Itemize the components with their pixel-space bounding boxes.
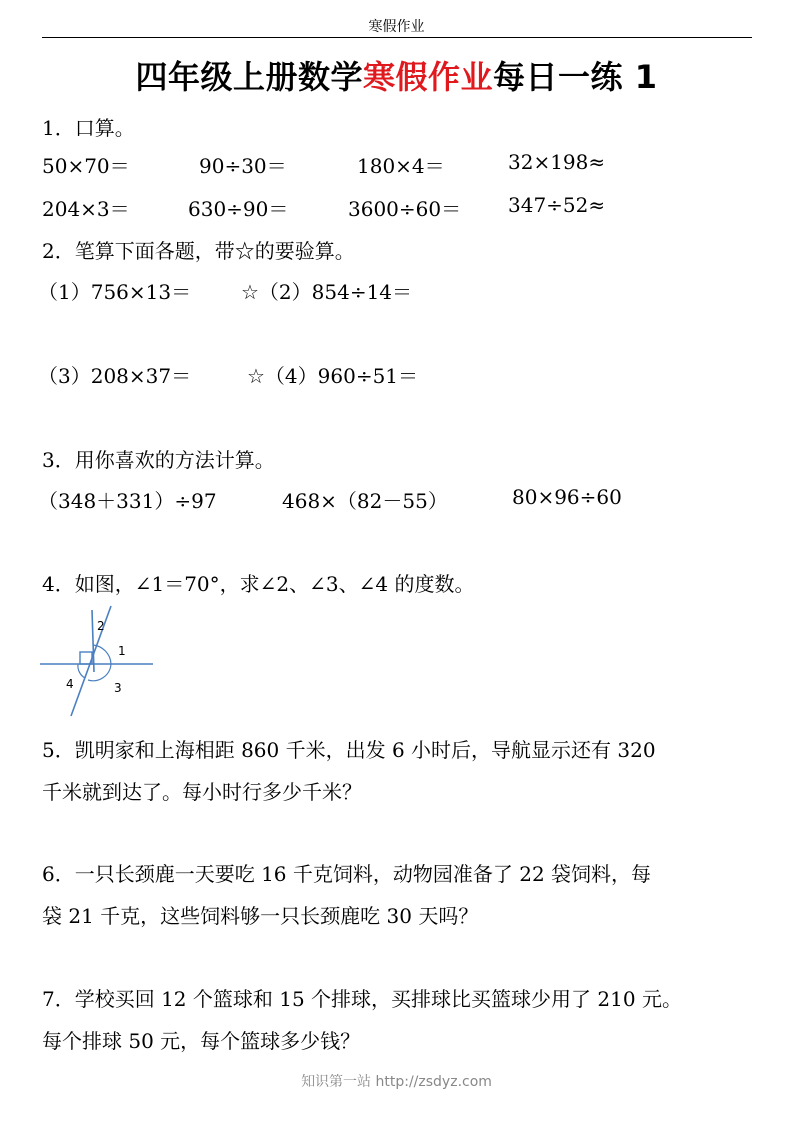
- angle-label-3: 3: [114, 681, 122, 695]
- q1-item: 3600÷60＝: [348, 197, 462, 221]
- q1-heading: 1．口算。: [42, 116, 135, 140]
- q2-problem-2: ☆（2）854÷14＝: [241, 280, 413, 304]
- q1-item: 347÷52≈: [508, 193, 606, 217]
- q1-item: 630÷90＝: [188, 197, 289, 221]
- angle-label-4: 4: [66, 677, 74, 691]
- q7-line-2: 每个排球 50 元，每个篮球多少钱？: [42, 1029, 361, 1053]
- angle-diagram: [38, 602, 160, 720]
- title-part-3: 每日一练 1: [493, 58, 658, 96]
- q2-problem-1: （1）756×13＝: [38, 280, 192, 304]
- q2-problem-4: ☆（4）960÷51＝: [247, 364, 419, 388]
- angle-arc-left: [78, 664, 85, 678]
- q4-heading: 4．如图，∠1＝70°，求∠2、∠3、∠4 的度数。: [42, 572, 475, 596]
- angle-label-2: 2: [97, 619, 105, 633]
- title-part-1: 四年级上册数学: [135, 58, 364, 96]
- page-title: [0, 52, 793, 98]
- q3-heading: 3．用你喜欢的方法计算。: [42, 448, 275, 472]
- q6-line-1: 6．一只长颈鹿一天要吃 16 千克饲料，动物园准备了 22 袋饲料，每: [42, 862, 652, 886]
- q3-item: 80×96÷60: [512, 485, 622, 509]
- slanted-line-1: [71, 606, 111, 716]
- q1-item: 180×4＝: [357, 154, 445, 178]
- q2-heading: 2．笔算下面各题，带☆的要验算。: [42, 239, 355, 263]
- q1-item: 50×70＝: [42, 154, 130, 178]
- title-highlight: 寒假作业: [363, 58, 494, 96]
- angle-label-1: 1: [118, 644, 126, 658]
- header-label: 寒假作业: [368, 19, 425, 35]
- q5-line-1: 5．凯明家和上海相距 860 千米，出发 6 小时后，导航显示还有 320: [42, 738, 656, 762]
- q1-item: 204×3＝: [42, 197, 130, 221]
- q7-line-1: 7．学校买回 12 个篮球和 15 个排球，买排球比买篮球少用了 210 元。: [42, 987, 682, 1011]
- q1-item: 90÷30＝: [199, 154, 287, 178]
- angle-arc-lower: [88, 664, 111, 681]
- q5-line-2: 千米就到达了。每小时行多少千米？: [42, 780, 362, 804]
- q6-line-2: 袋 21 千克，这些饲料够一只长颈鹿吃 30 天吗？: [42, 904, 479, 928]
- footer-watermark: 知识第一站 http://zsdyz.com: [301, 1074, 492, 1090]
- header-divider: [42, 37, 752, 38]
- q2-problem-3: （3）208×37＝: [38, 364, 192, 388]
- q3-item: 468×（82－55）: [282, 489, 448, 513]
- q3-item: （348＋331）÷97: [38, 489, 217, 513]
- q1-item: 32×198≈: [508, 150, 606, 174]
